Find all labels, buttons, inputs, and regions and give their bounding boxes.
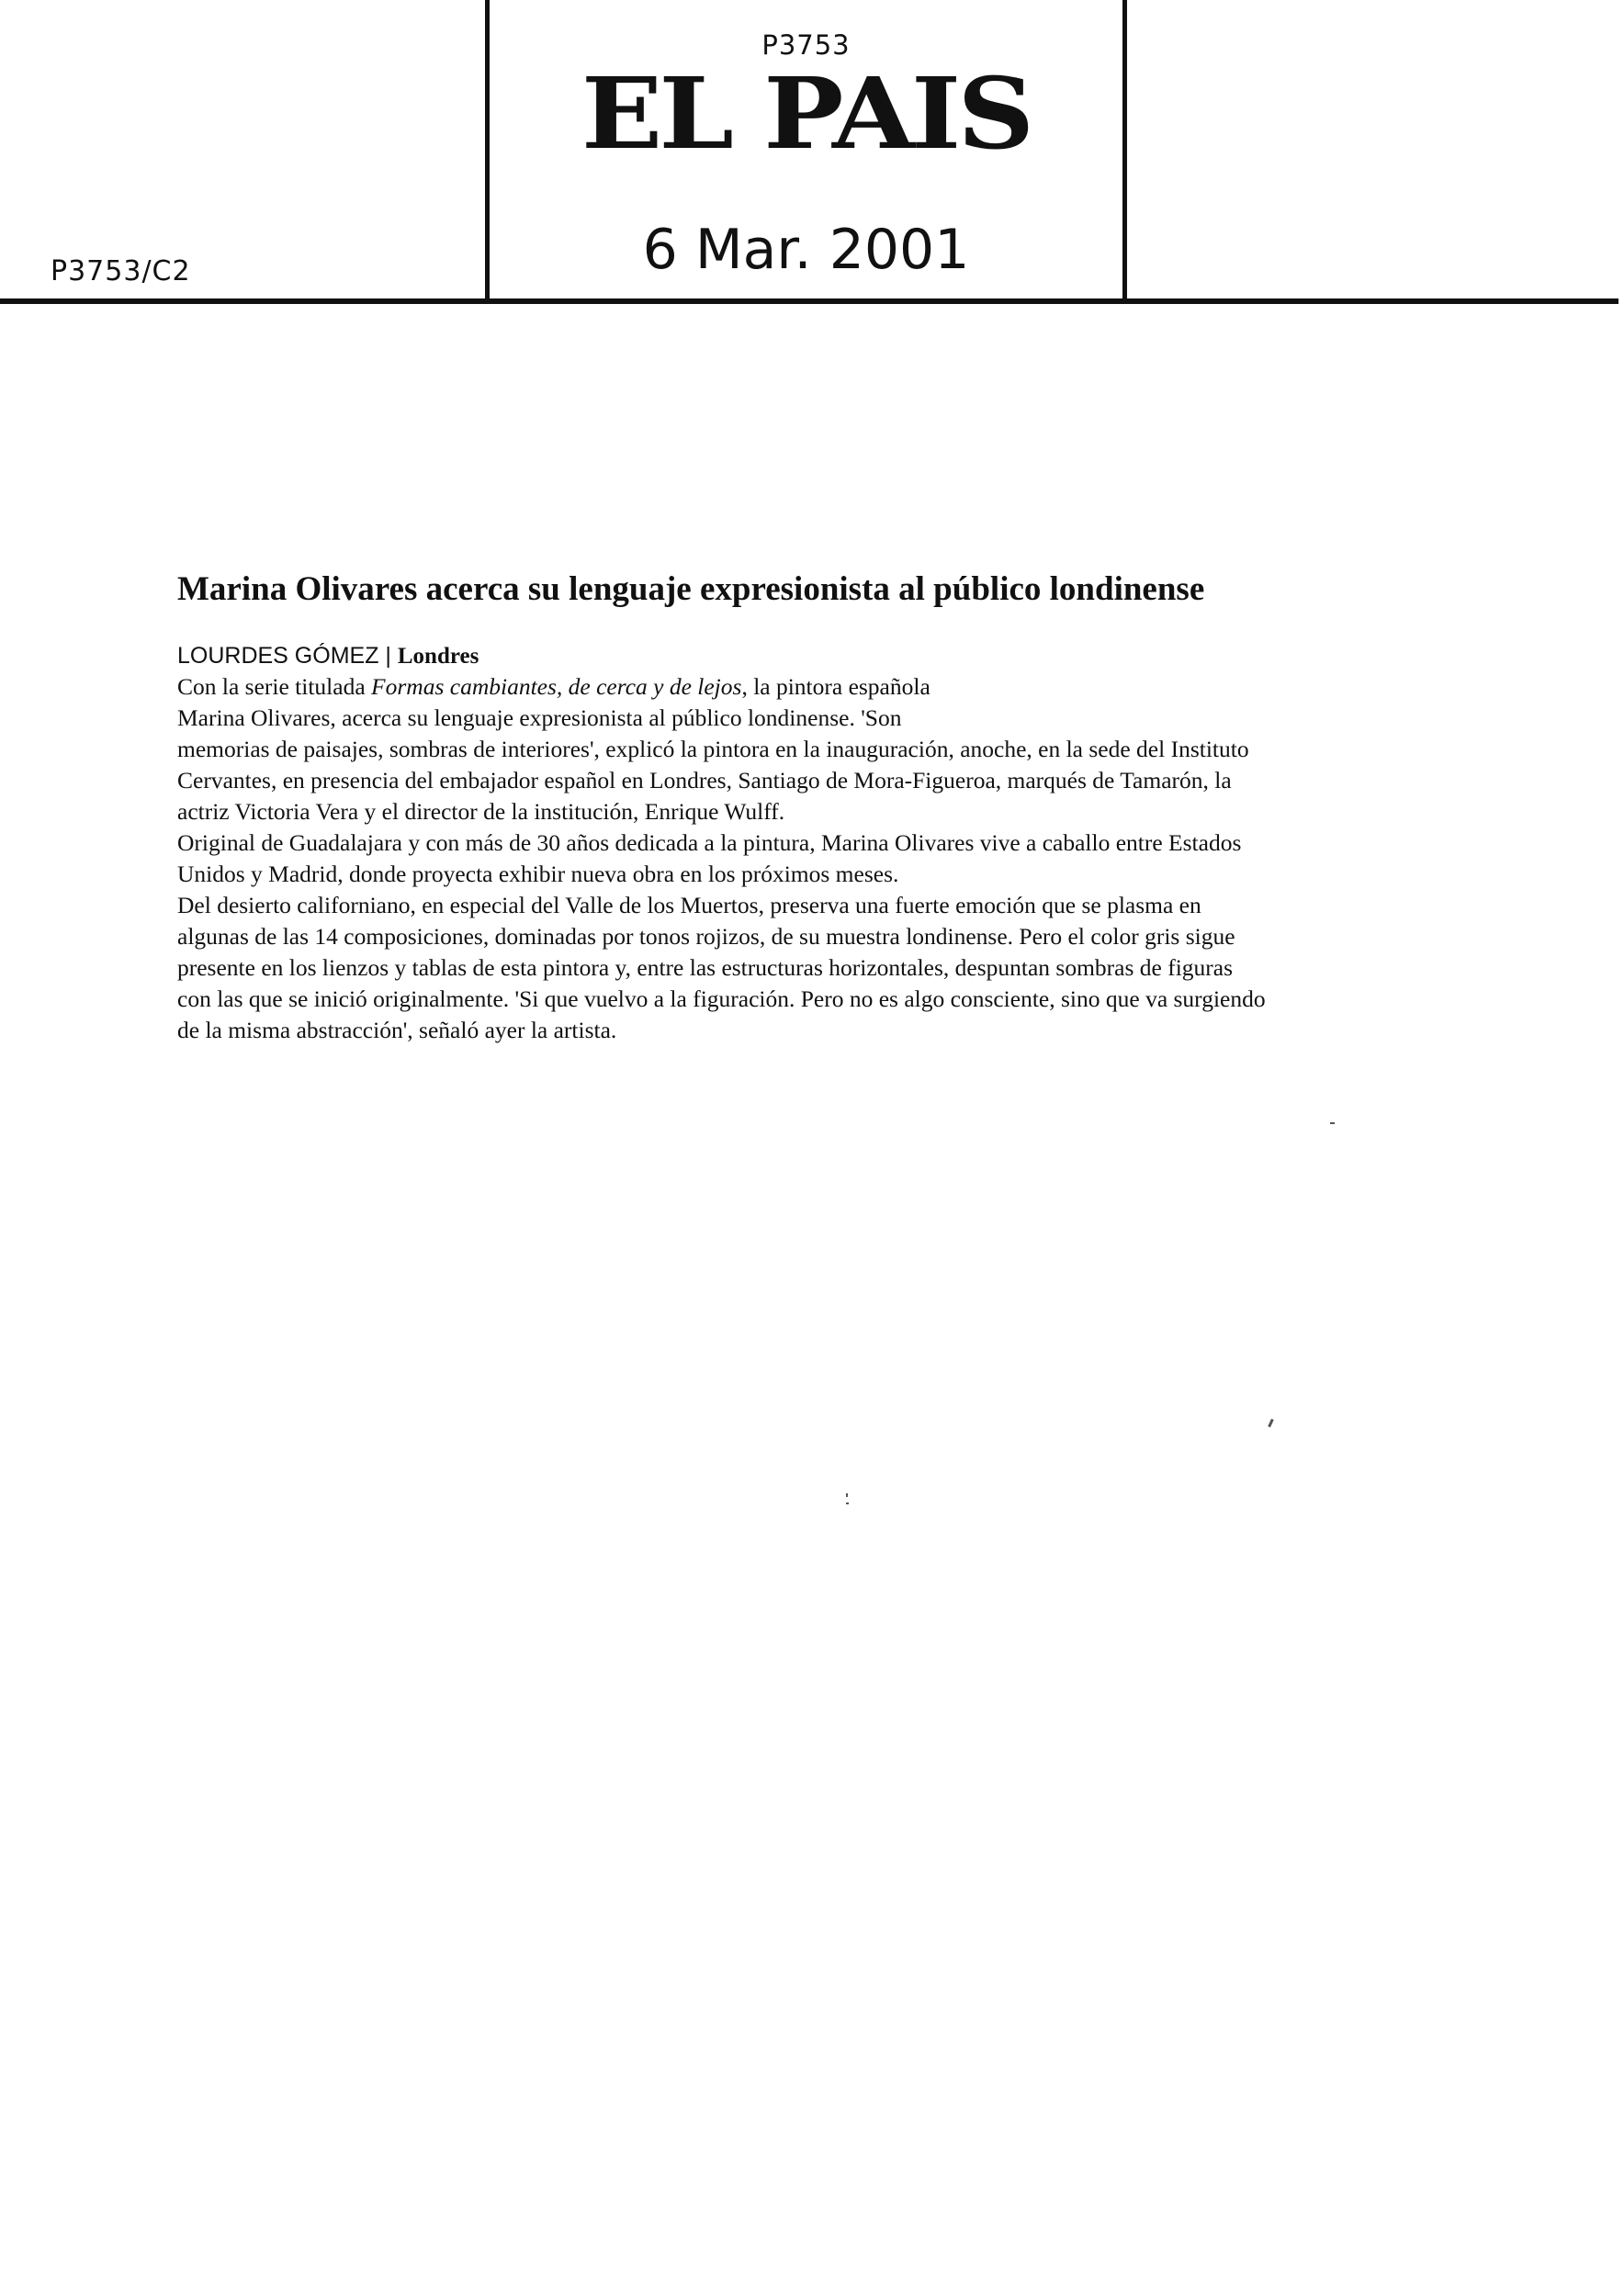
body-line: actriz Victoria Vera y el director de la institución, Enrique Wulff.: [177, 798, 785, 826]
body-text-fragment: , la pintora española: [741, 673, 930, 701]
body-line: con las que se inició originalmente. 'Si que vuelvo a la figuración. Pero no es algo consciente, sino que va surgiendo: [177, 985, 1266, 1013]
scan-speck: [1330, 1122, 1335, 1124]
body-line: Del desierto californiano, en especial del Valle de los Muertos, preserva una fuerte emoción que se plasma en: [177, 892, 1201, 919]
scan-speck: [846, 1503, 849, 1504]
header-divider-right: [1122, 0, 1127, 301]
body-line: Unidos y Madrid, donde proyecta exhibir nueva obra en los próximos meses.: [177, 861, 899, 888]
body-line: presente en los lienzos y tablas de esta pintora y, entre las estructuras horizontales, despuntan sombras de figuras: [177, 954, 1234, 982]
header-rule: [0, 298, 1618, 304]
clipping-header: [0, 0, 1624, 303]
body-line: Original de Guadalajara y con más de 30 años dedicada a la pintura, Marina Olivares vive a caballo entre Estados: [177, 829, 1242, 857]
article-byline: [177, 641, 1463, 671]
scan-speck: [846, 1493, 848, 1497]
publication-date: 6 Mar. 2001: [642, 218, 970, 282]
body-line: [177, 671, 1463, 703]
artwork-series-title: Formas cambiantes, de cerca y de lejos: [371, 673, 742, 701]
body-line: Cervantes, en presencia del embajador español en Londres, Santiago de Mora-Figueroa, marqués de Tamarón, la: [177, 767, 1232, 794]
article-body: [177, 671, 1463, 1046]
byline-city: Londres: [397, 644, 479, 670]
body-line: memorias de paisajes, sombras de interiores', explicó la pintora en la inauguración, anoche, en la sede del Instituto: [177, 736, 1249, 763]
byline-separator: |: [378, 643, 398, 670]
body-text-fragment: Con la serie titulada: [177, 673, 372, 701]
clipping-code: P3753: [761, 29, 851, 61]
article: [177, 569, 1463, 1046]
body-line: algunas de las 14 composiciones, dominadas por tonos rojizos, de su muestra londinense. Pero el color gris sigue: [177, 923, 1235, 951]
article-headline: Marina Olivares acerca su lenguaje expresionista al público londinense: [177, 570, 1205, 608]
byline-author: LOURDES GÓMEZ: [177, 643, 379, 670]
scan-speck: [1268, 1419, 1274, 1427]
body-line: Marina Olivares, acerca su lenguaje expresionista al público londinense. 'Son: [177, 704, 902, 732]
reference-code: P3753/C2: [51, 255, 191, 287]
publication-masthead: EL PAIS: [581, 56, 1032, 172]
body-line: de la misma abstracción', señaló ayer la artista.: [177, 1017, 617, 1044]
